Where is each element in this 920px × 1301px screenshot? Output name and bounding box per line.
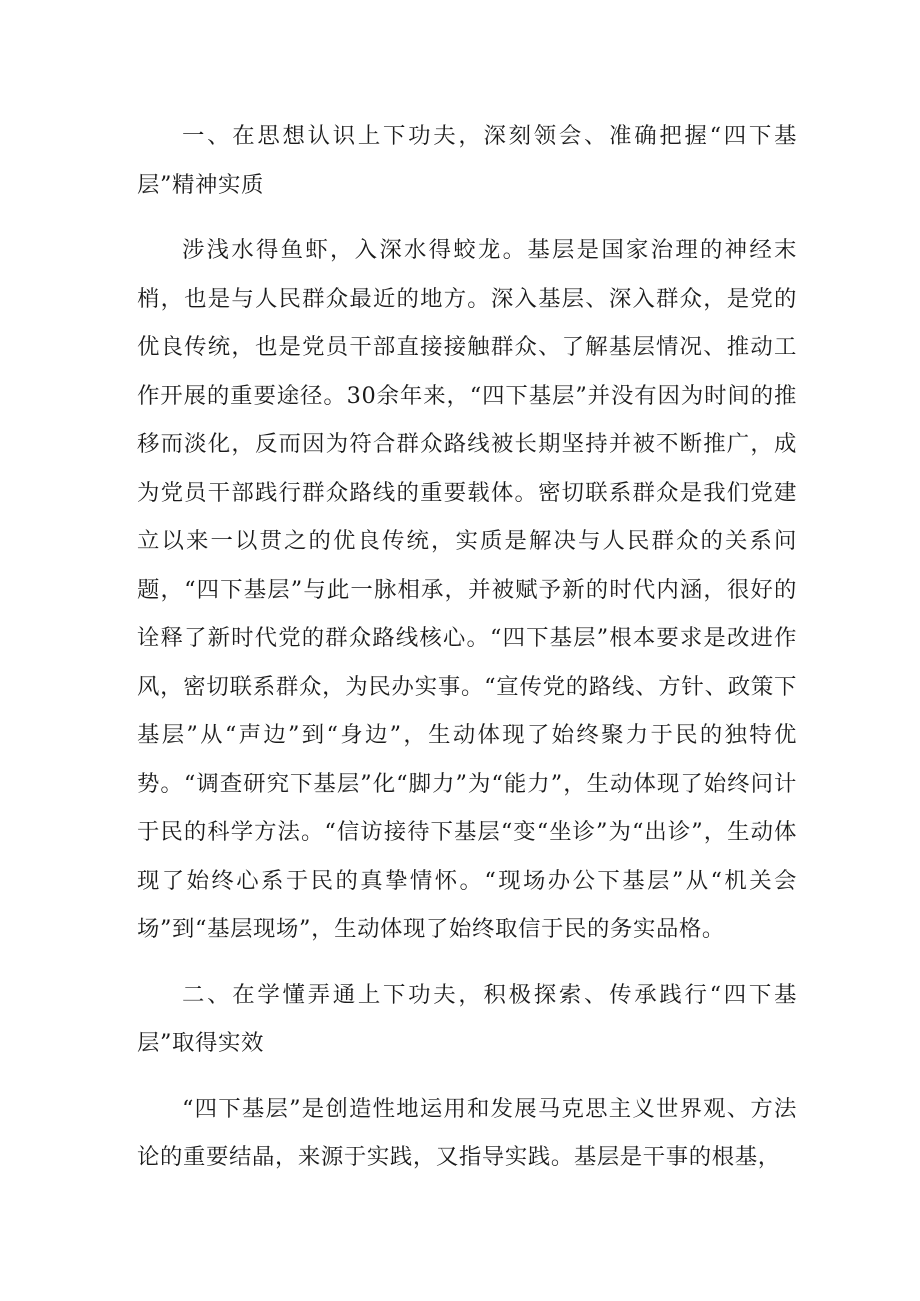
section-heading-2: 二、在学懂弄通上下功夫，积极探索、传承践行“四下基层”取得实效	[137, 981, 797, 1056]
document-body	[137, 112, 797, 1199]
section-paragraph-2: “四下基层”是创造性地运用和发展马克思主义世界观、方法论的重要结晶，来源于实践，又指导实践。基层是干事的根基，	[137, 1095, 797, 1170]
section-paragraph-1: 涉浅水得鱼虾，入深水得蛟龙。基层是国家治理的神经末梢，也是与人民群众最近的地方。深入基层、深入群众，是党的优良传统，也是党员干部直接接触群众、了解基层情况、推动工作开展的重要途径。30余年来，“四下基层”并没有因为时间的推移而淡化，反而因为符合群众路线被长期坚持并被不断推广，成为党员干部践行群众路线的重要载体。密切联系群众是我们党建立以来一以贯之的优良传统，实质是解决与人民群众的关系问题，“四下基层”与此一脉相承，并被赋予新的时代内涵，很好的诠释了新时代党的群众路线核心。“四下基层”根本要求是改进作风，密切联系群众，为民办实事。“宣传党的路线、方针、政策下基层”从“声边”到“身边”，生动体现了始终聚力于民的独特优势。“调查研究下基层”化“脚力”为“能力”，生动体现了始终问计于民的科学方法。“信访接待下基层“变“坐诊”为“出诊”，生动体现了始终心系于民的真挚情怀。“现场办公下基层”从“机关会场”到“基层现场”，生动体现了始终取信于民的务实品格。	[137, 237, 797, 942]
section-heading-1: 一、在思想认识上下功夫，深刻领会、准确把握“四下基层”精神实质	[137, 123, 797, 198]
